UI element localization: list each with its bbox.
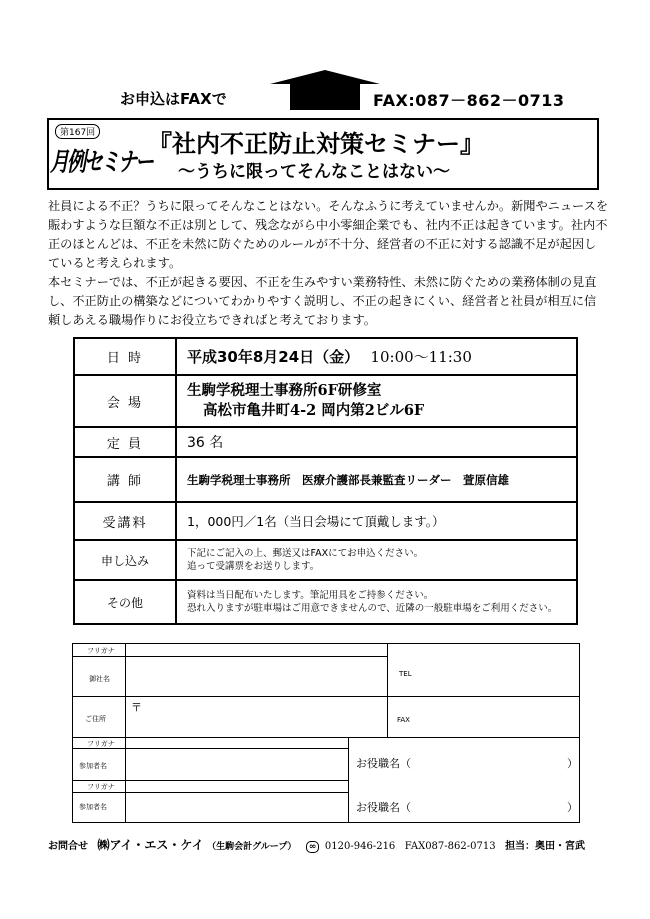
tel-field[interactable] bbox=[423, 644, 578, 696]
apply-label: 申し込み bbox=[74, 540, 176, 580]
attendee-label: 参加者名 bbox=[79, 762, 107, 770]
form-rule bbox=[348, 737, 349, 822]
address-label: ご住所 bbox=[85, 715, 106, 723]
info-row-lecturer bbox=[74, 457, 577, 502]
footer-fax: FAX087-862-0713 bbox=[404, 841, 496, 852]
role-close: ） bbox=[567, 801, 578, 814]
capacity-label: 定 員 bbox=[74, 427, 176, 457]
info-row-venue bbox=[74, 375, 577, 427]
free-dial-icon: ∞ bbox=[306, 841, 320, 853]
info-row-fee bbox=[74, 502, 577, 540]
venue-address: 高松市亀井町4-2 岡内第2ビル6F bbox=[203, 402, 425, 419]
other-line-2: 恐れ入りますが駐車場はご用意できませんので、近隣の一般駐車場をご利用ください。 bbox=[187, 603, 558, 614]
seminar-subtitle: ～うちに限ってそんなことはない～ bbox=[178, 162, 450, 182]
apply-cell bbox=[176, 540, 577, 580]
company-field[interactable] bbox=[126, 657, 387, 696]
form-rule bbox=[73, 737, 579, 738]
company-name: ㈱アイ・エス・ケイ bbox=[97, 838, 204, 852]
session-badge: 第167回 bbox=[55, 124, 100, 139]
capacity-value: 36 名 bbox=[176, 427, 577, 457]
attendee-label: 参加者名 bbox=[79, 803, 107, 811]
other-label: その他 bbox=[74, 580, 176, 624]
date-label: 日 時 bbox=[74, 338, 176, 375]
intro-paragraph-1: 社員による不正？うちに限ってそんなことはない。そんなふうに考えていませんか。新聞やニュースを賑わすような巨額な不正は別として、残念ながら中小零細企業でも、社内不正は起きています。社内不正のほとんどは、不正を未然に防ぐためのルールが不十分、経営者の不正に対する認識不足が起因していると考えられます。 bbox=[48, 199, 609, 270]
info-row-other bbox=[74, 580, 577, 624]
fax-label: FAX bbox=[397, 716, 410, 724]
attendee-field[interactable] bbox=[126, 749, 348, 780]
info-row-capacity bbox=[74, 427, 577, 457]
apply-line-1: 下記にご記入の上、郵送又はFAXにてお申込ください。 bbox=[187, 548, 424, 559]
venue-label: 会 場 bbox=[74, 375, 176, 427]
address-field[interactable] bbox=[126, 697, 387, 737]
venue-cell bbox=[176, 375, 577, 427]
furigana-label: フリガナ bbox=[87, 783, 115, 791]
lecturer-label: 講 師 bbox=[74, 457, 176, 502]
free-dial-number: 0120-946-216 bbox=[324, 841, 396, 852]
fax-number: FAX:087－862－0713 bbox=[373, 91, 565, 110]
intro-text bbox=[48, 197, 608, 330]
fax-apply-note: お申込はFAXで bbox=[120, 90, 227, 108]
role-close: ） bbox=[567, 757, 578, 770]
role-label: お役職名（ bbox=[356, 801, 411, 814]
company-group: （生駒会計グループ） bbox=[207, 842, 297, 852]
furigana-label: フリガナ bbox=[87, 647, 115, 655]
form-rule bbox=[387, 644, 388, 737]
date-cell bbox=[176, 338, 577, 375]
venue-name: 生駒学税理士事務所6F研修室 bbox=[187, 382, 382, 399]
intro-paragraph-2: 本セミナーでは、不正が起きる要因、不正を生みやすい業務特性、未然に防ぐための業務体制の見直し、不正防止の構築などについてわかりやすく説明し、不正の起きにくい、経営者と社員が相互に信頼しあえる職場作りにお役立ちできればと考えております。 bbox=[48, 275, 597, 327]
attendee-field[interactable] bbox=[126, 793, 348, 822]
up-arrow-icon bbox=[270, 70, 380, 110]
furigana-label: フリガナ bbox=[87, 740, 115, 748]
fee-label: 受講料 bbox=[74, 502, 176, 540]
role-label: お役職名（ bbox=[356, 757, 411, 770]
contact-label: お問合せ bbox=[48, 841, 88, 852]
contact-footer bbox=[48, 836, 591, 853]
fee-value: 1，000円／1名（当日会場にて頂戴します。） bbox=[176, 502, 577, 540]
seminar-title: 『社内不正防止対策セミナー』 bbox=[148, 129, 484, 158]
application-form bbox=[72, 643, 580, 823]
other-line-1: 資料は当日配布いたします。筆記用具をご持参ください。 bbox=[187, 590, 434, 601]
company-label: 御社名 bbox=[89, 675, 110, 683]
info-row-apply bbox=[74, 540, 577, 580]
fax-field[interactable] bbox=[423, 697, 578, 737]
info-row-date bbox=[74, 338, 577, 375]
lecturer-value: 生駒学税理士事務所 医療介護部長兼監査リーダー 萱原信雄 bbox=[176, 457, 577, 502]
apply-line-2: 追って受講票をお送りします。 bbox=[187, 561, 320, 572]
form-rule bbox=[73, 780, 348, 781]
other-cell bbox=[176, 580, 577, 624]
seminar-info-table bbox=[73, 337, 578, 625]
date-value: 平成30年8月24日（金） bbox=[187, 348, 360, 366]
contact-persons: 担当：奥田・宮武 bbox=[505, 841, 586, 852]
time-value: 10:00～11:30 bbox=[370, 348, 472, 366]
series-name: 月例セミナー bbox=[50, 147, 153, 178]
postal-mark: 〒 bbox=[131, 701, 142, 714]
tel-label: TEL bbox=[399, 670, 412, 678]
